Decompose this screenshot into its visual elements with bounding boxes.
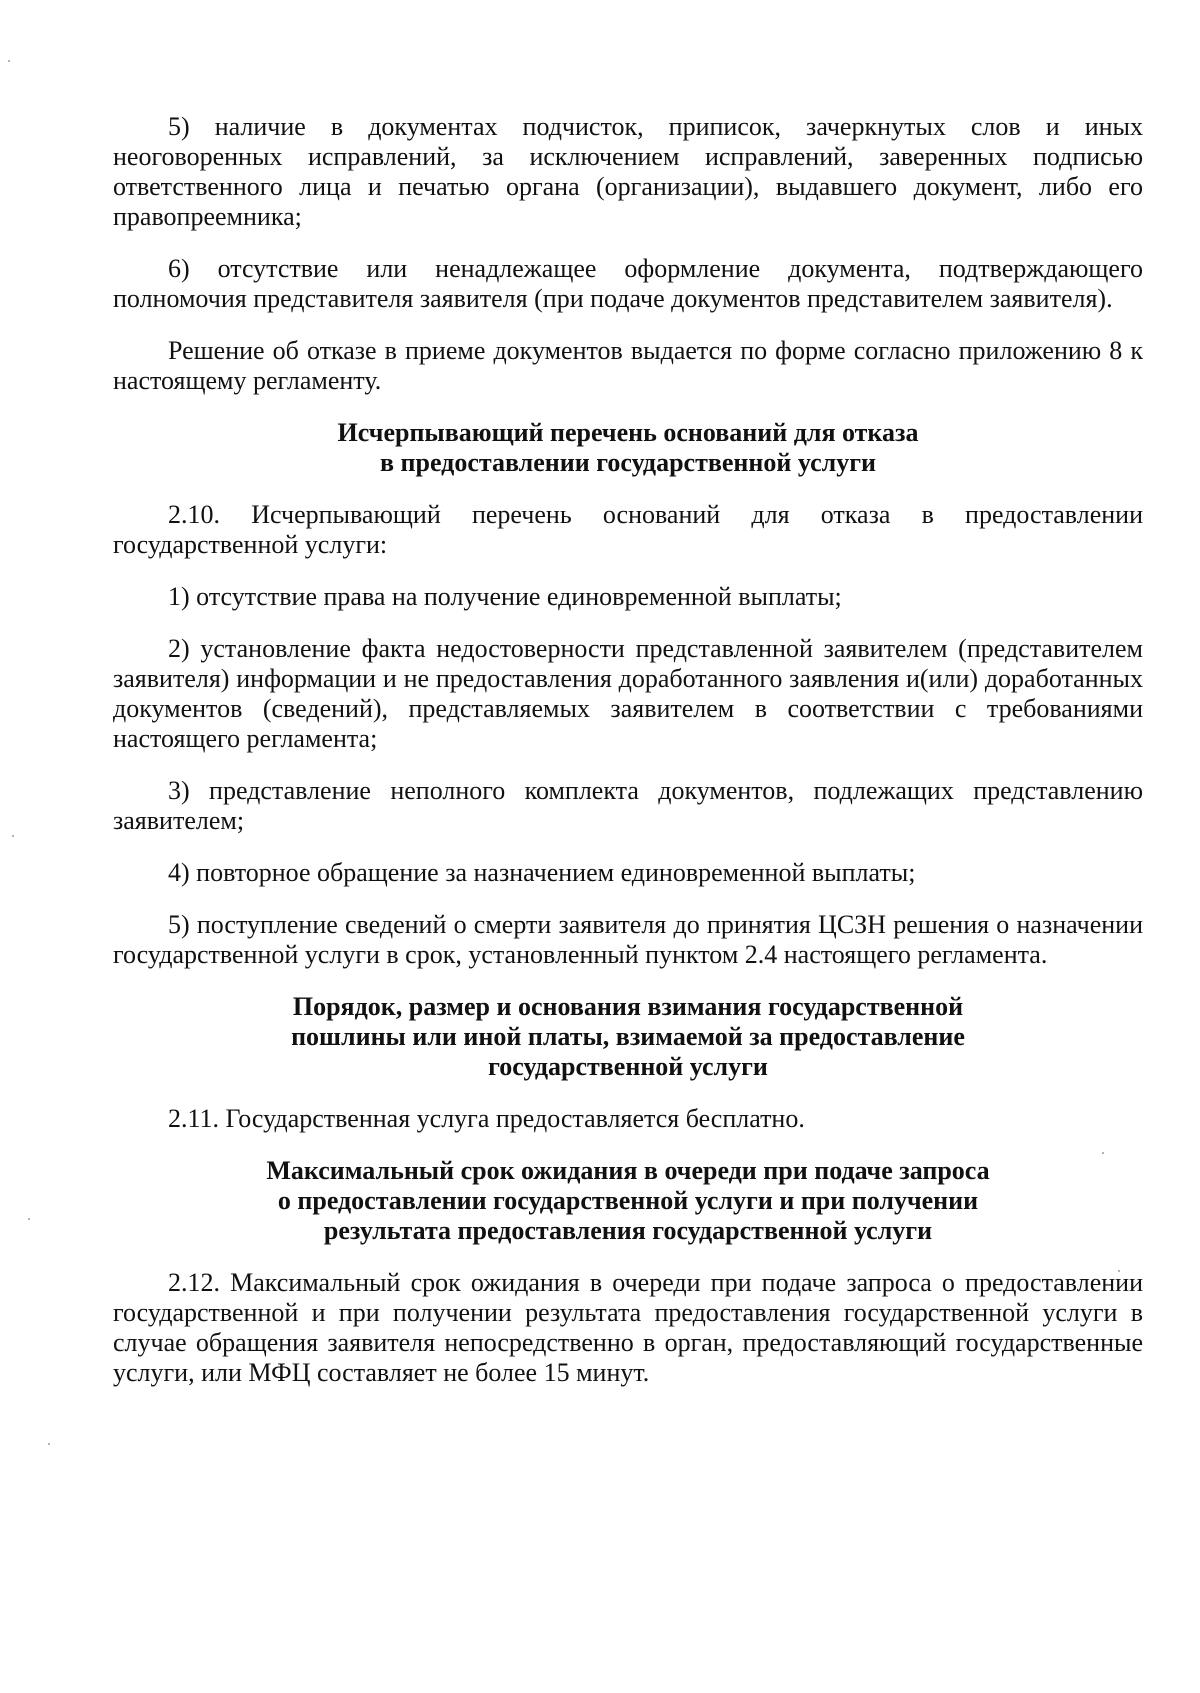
paragraph-2-11: 2.11. Государственная услуга предоставляется бесплатно. <box>168 1104 805 1133</box>
paragraph-refusal-item-3: 3) представление неполного комплекта документов, подлежащих представлению заявителем; <box>113 776 1143 835</box>
scan-speck <box>8 60 10 62</box>
paragraph-item-5-corrections: 5) наличие в документах подчисток, приписок, зачеркнутых слов и иных неоговоренных исправлений, за исключением исправлений, заверенных подписью ответственного лица и печатью органа (организации), выдавшего документ, либо его правопреемника; <box>113 112 1143 231</box>
heading-line: Порядок, размер и основания взимания государственной <box>292 992 964 1021</box>
heading-line: результата предоставления государственной услуги <box>323 1216 933 1245</box>
scan-speck <box>28 1218 30 1220</box>
paragraph-2-12: 2.12. Максимальный срок ожидания в очереди при подаче запроса о предоставлении государственной и при получении результата предоставления государственной услуги в случае обращения заявителя непосредственно в орган, предоставляющий государственные услуги, или МФЦ составляет не более 15 минут. <box>113 1268 1143 1387</box>
scan-speck <box>48 1443 50 1445</box>
paragraph-item-6-authority: 6) отсутствие или ненадлежащее оформление документа, подтверждающего полномочия представителя заявителя (при подаче документов представителем заявителя). <box>113 254 1143 313</box>
heading-line: о предоставлении государственной услуги и при получении <box>277 1186 979 1215</box>
paragraph-refusal-decision-form: Решение об отказе в приеме документов выдается по форме согласно приложению 8 к настоящему регламенту. <box>113 336 1143 395</box>
paragraph-refusal-item-5: 5) поступление сведений о смерти заявителя до принятия ЦСЗН решения о назначении государственной услуги в срок, установленный пунктом 2.4 настоящего регламента. <box>113 910 1143 969</box>
paragraph-refusal-item-4: 4) повторное обращение за назначением единовременной выплаты; <box>168 858 916 887</box>
paragraph-2-10: 2.10. Исчерпывающий перечень оснований для отказа в предоставлении государственной услуги: <box>113 500 1143 559</box>
section-heading-refusal-grounds <box>113 418 1143 478</box>
section-heading-queue-time <box>113 1156 1143 1246</box>
heading-line: Максимальный срок ожидания в очереди при подаче запроса <box>266 1156 990 1185</box>
section-heading-fee <box>113 992 1143 1082</box>
heading-line: государственной услуги <box>488 1052 768 1081</box>
heading-line: Исчерпывающий перечень оснований для отказа <box>337 418 919 447</box>
heading-line: в предоставлении государственной услуги <box>379 448 876 477</box>
scan-speck <box>12 835 14 837</box>
paragraph-refusal-item-1: 1) отсутствие права на получение единовременной выплаты; <box>168 582 842 611</box>
paragraph-refusal-item-2: 2) установление факта недостоверности представленной заявителем (представителем заявителя) информации и не предоставления доработанного заявления и(или) доработанных документов (сведений), представляемых заявителем в соответствии с требованиями настоящего регламента; <box>113 634 1143 753</box>
document-body <box>113 112 1143 1410</box>
heading-line: пошлины или иной платы, взимаемой за предоставление <box>291 1022 965 1051</box>
